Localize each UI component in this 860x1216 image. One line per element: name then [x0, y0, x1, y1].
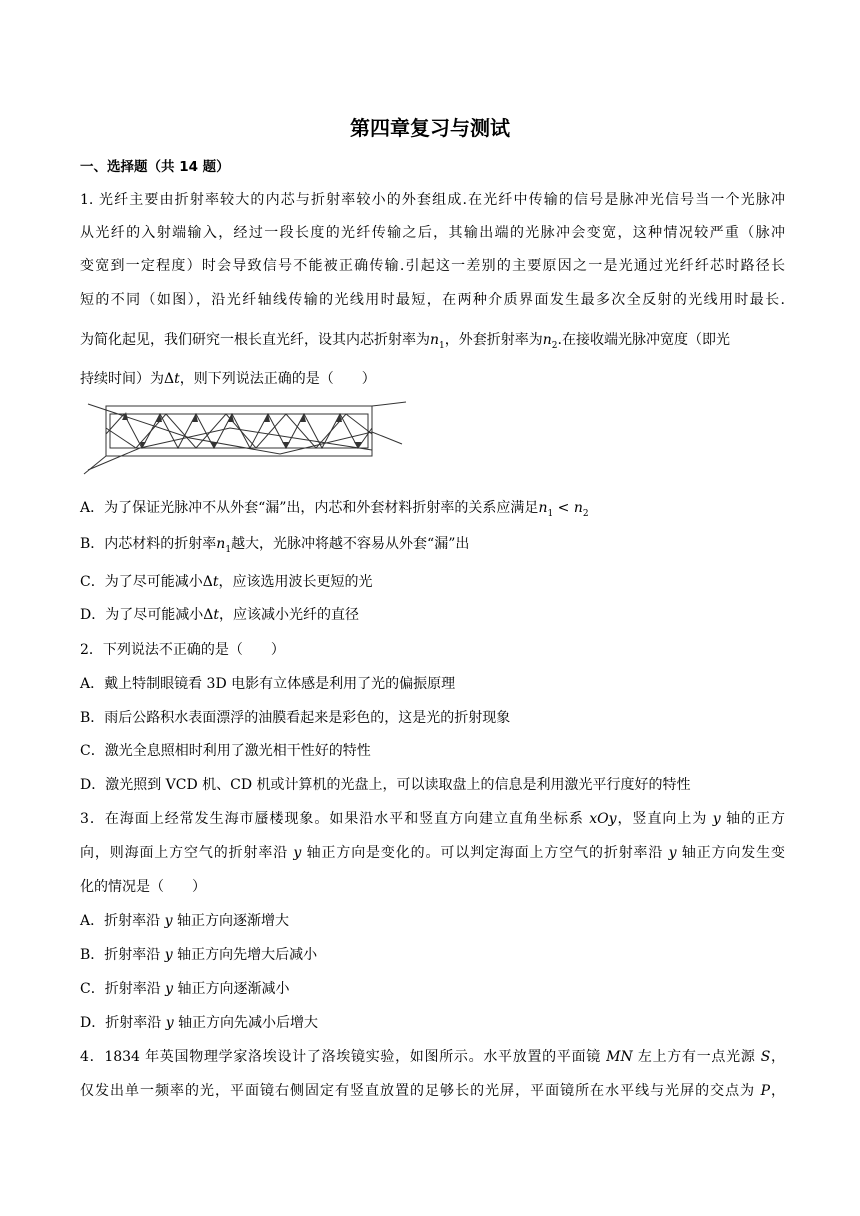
q3-option-c: C．折射率沿 y 轴正方向逐渐减小: [80, 981, 290, 997]
q3-option-b: B．折射率沿 y 轴正方向先增大后减小: [80, 947, 318, 963]
q1-line-4: 短的不同（如图），沿光纤轴线传输的光线用时最短，在两种介质界面发生最多次全反射的光线用时最长.: [80, 292, 785, 308]
q1-line-6: 持续时间）为Δt，则下列说法正确的是（ ）: [80, 371, 376, 387]
q1-option-a: A．为了保证光脉冲不从外套“漏”出，内芯和外套材料折射率的关系应满足$n_1 < n_2$: [80, 500, 589, 519]
q1-line-3: 变宽到一定程度）时会导致信号不能被正确传输.引起这一差别的主要原因之一是光通过光纤纤芯时路径长: [80, 258, 785, 274]
q2-option-b: B．雨后公路积水表面漂浮的油膜看起来是彩色的，这是光的折射现象: [80, 710, 511, 726]
q1-option-d: D．为了尽可能减小Δt，应该减小光纤的直径: [80, 607, 359, 623]
q1-option-b: B．内芯材料的折射率$n_1$越大，光脉冲将越不容易从外套“漏”出: [80, 536, 470, 555]
page-title: 第四章复习与测试: [350, 116, 510, 140]
q1-line-1: 1. 光纤主要由折射率较大的内芯与折射率较小的外套组成.在光纤中传输的信号是脉冲光信号当一个光脉冲: [80, 192, 785, 208]
q3-line-2: 向，则海面上方空气的折射率沿 y 轴正方向是变化的。可以判定海面上方空气的折射率沿 y 轴正方向发生变: [80, 845, 785, 861]
q2-option-a: A．戴上特制眼镜看 3D 电影有立体感是利用了光的偏振原理: [80, 676, 456, 692]
q3-line-1: 3．在海面上经常发生海市蜃楼现象。如果沿水平和竖直方向建立直角坐标系 xOy，竖直向上为 y 轴的正方: [80, 811, 786, 827]
optical-fiber-figure: [80, 398, 410, 478]
q3-line-3: 化的情况是（ ）: [80, 879, 206, 895]
symbol-n: n: [430, 332, 440, 348]
q3-option-a: A．折射率沿 y 轴正方向逐渐增大: [80, 913, 289, 929]
section-heading: 一、选择题（共 14 题）: [80, 159, 230, 175]
q2-option-d: D．激光照到 VCD 机、CD 机或计算机的光盘上，可以读取盘上的信息是利用激光平行度好的特性: [80, 777, 691, 793]
q3-option-d: D．折射率沿 y 轴正方向先减小后增大: [80, 1015, 319, 1031]
q1-line-2: 从光纤的入射端输入，经过一段长度的光纤传输之后，其输出端的光脉冲会变宽，这种情况较严重（脉冲: [80, 225, 785, 241]
q2-stem: 2．下列说法不正确的是（ ）: [80, 642, 285, 658]
q1-option-c: C．为了尽可能减小Δt，应该选用波长更短的光: [80, 574, 373, 590]
fiber-inner-core: [110, 414, 368, 448]
symbol-n: n: [542, 332, 552, 348]
q2-option-c: C．激光全息照相时利用了激光相干性好的特性: [80, 743, 371, 759]
q4-line-1: 4．1834 年英国物理学家洛埃设计了洛埃镜实验，如图所示。水平放置的平面镜 MN 左上方有一点光源 S，: [80, 1049, 786, 1065]
q4-line-2: 仅发出单一频率的光，平面镜右侧固定有竖直放置的足够长的光屏，平面镜所在水平线与光屏的交点为 P，: [80, 1083, 786, 1099]
q1-line-5: 为简化起见，我们研究一根长直光纤，设其内芯折射率为$n_1$，外套折射率为$n_2$.在接收端光脉冲宽度（即光: [80, 332, 730, 351]
